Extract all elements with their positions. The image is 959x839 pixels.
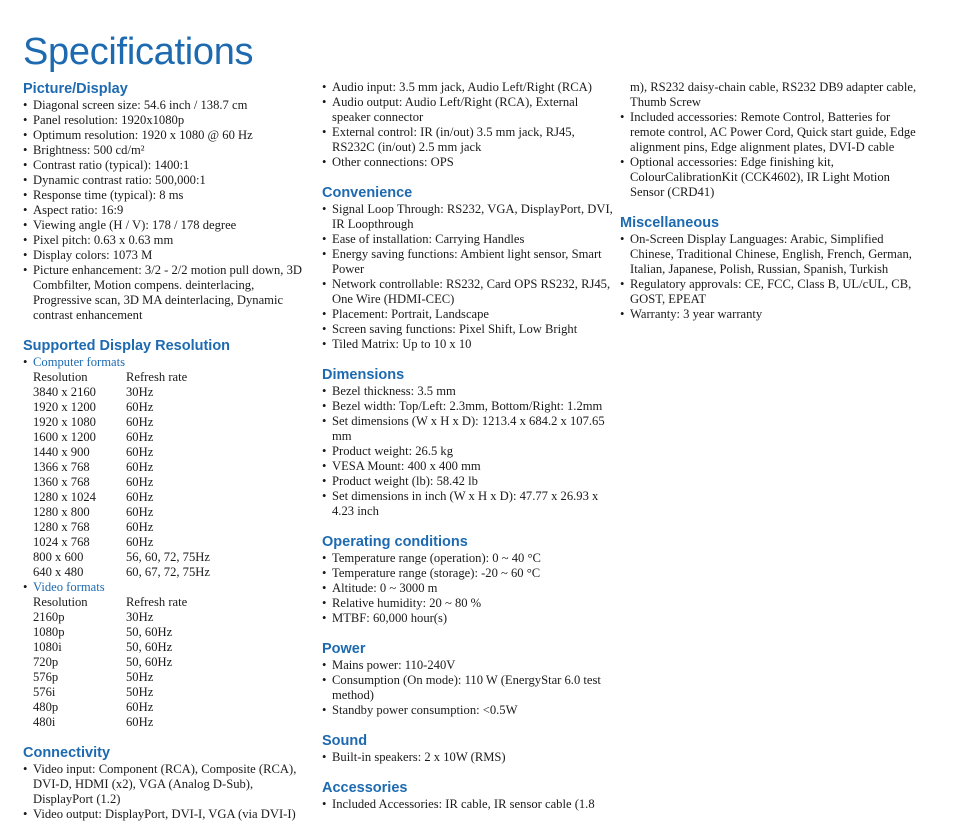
resolution-value: 1080i [33, 640, 62, 654]
spec-item: • Brightness: 500 cd/m² [23, 143, 313, 158]
spec-item: • Relative humidity: 20 ~ 80 % [322, 596, 617, 611]
spec-item: • Audio input: 3.5 mm jack, Audio Left/Right (RCA) [322, 80, 617, 95]
spec-list [23, 98, 313, 323]
section-heading: Power [322, 641, 366, 657]
resolution-value: 3840 x 2160 [33, 385, 96, 399]
spec-list [322, 551, 617, 626]
spec-list [23, 762, 313, 822]
spec-item: • Placement: Portrait, Landscape [322, 307, 617, 322]
refresh-value: 60Hz [126, 415, 154, 429]
resolution-value: 1920 x 1080 [33, 415, 96, 429]
video-formats-table [23, 610, 313, 730]
section-heading: Connectivity [23, 745, 111, 761]
section-sound [322, 732, 617, 765]
spec-item: • Network controllable: RS232, Card OPS RS232, RJ45, One Wire (HDMI-CEC) [322, 277, 617, 307]
resolution-row [23, 700, 313, 715]
section-connectivity [23, 744, 313, 822]
resolution-value: 1920 x 1200 [33, 400, 96, 414]
refresh-value: 60Hz [126, 445, 154, 459]
spec-item: • Picture enhancement: 3/2 - 2/2 motion pull down, 3D Combfilter, Motion compens. deinterlacing, Progressive scan, 3D MA deinterlacing, Dynamic contrast enhancement [23, 263, 313, 323]
section-heading: Picture/Display [23, 81, 128, 97]
resolution-header [23, 370, 313, 385]
computer-formats-label: • Computer formats [23, 355, 313, 370]
resolution-value: 1280 x 768 [33, 520, 90, 534]
refresh-value: 50, 60Hz [126, 640, 173, 654]
refresh-value: 60Hz [126, 700, 154, 714]
spec-item: • Screen saving functions: Pixel Shift, Low Bright [322, 322, 617, 337]
resolution-value: 1600 x 1200 [33, 430, 96, 444]
spec-item: • Set dimensions in inch (W x H x D): 47.77 x 26.93 x 4.23 inch [322, 489, 617, 519]
spec-item: • Standby power consumption: <0.5W [322, 703, 617, 718]
spec-list [620, 232, 920, 322]
spec-item: • Product weight (lb): 58.42 lb [322, 474, 617, 489]
col-resolution: Resolution [33, 370, 88, 384]
spec-item: • Product weight: 26.5 kg [322, 444, 617, 459]
spec-item: • Regulatory approvals: CE, FCC, Class B, UL/cUL, CB, GOST, EPEAT [620, 277, 920, 307]
resolution-row [23, 715, 313, 730]
refresh-value: 60Hz [126, 715, 154, 729]
spec-item: • Aspect ratio: 16:9 [23, 203, 313, 218]
spec-list [322, 658, 617, 718]
refresh-value: 60Hz [126, 535, 154, 549]
refresh-value: 56, 60, 72, 75Hz [126, 550, 210, 564]
resolution-row [23, 490, 313, 505]
resolution-value: 1360 x 768 [33, 475, 90, 489]
spec-list [322, 750, 617, 765]
spec-item: • Pixel pitch: 0.63 x 0.63 mm [23, 233, 313, 248]
spec-item: • Temperature range (storage): -20 ~ 60 °C [322, 566, 617, 581]
section-supported-resolution [23, 337, 313, 730]
spec-item: • Warranty: 3 year warranty [620, 307, 920, 322]
spec-item: • Panel resolution: 1920x1080p [23, 113, 313, 128]
spec-list [322, 202, 617, 352]
resolution-value: 640 x 480 [33, 565, 84, 579]
resolution-row [23, 460, 313, 475]
column-middle [322, 80, 617, 826]
refresh-value: 50Hz [126, 685, 154, 699]
resolution-row [23, 535, 313, 550]
resolution-row [23, 415, 313, 430]
section-heading: Miscellaneous [620, 215, 720, 231]
spec-item: • Tiled Matrix: Up to 10 x 10 [322, 337, 617, 352]
section-dimensions [322, 366, 617, 519]
spec-item: • Energy saving functions: Ambient light sensor, Smart Power [322, 247, 617, 277]
spec-list [322, 797, 617, 812]
resolution-row [23, 520, 313, 535]
resolution-row [23, 610, 313, 625]
section-heading: Dimensions [322, 367, 405, 383]
spec-item: • Temperature range (operation): 0 ~ 40 °C [322, 551, 617, 566]
resolution-header [23, 595, 313, 610]
spec-item: • Mains power: 110-240V [322, 658, 617, 673]
resolution-row [23, 625, 313, 640]
spec-list [322, 384, 617, 519]
spec-item: • Audio output: Audio Left/Right (RCA), External speaker connector [322, 95, 617, 125]
spec-item: • Response time (typical): 8 ms [23, 188, 313, 203]
resolution-row [23, 475, 313, 490]
resolution-value: 2160p [33, 610, 65, 624]
resolution-row [23, 565, 313, 580]
refresh-value: 30Hz [126, 610, 154, 624]
spec-item: • Optimum resolution: 1920 x 1080 @ 60 Hz [23, 128, 313, 143]
section-heading: Supported Display Resolution [23, 338, 231, 354]
resolution-row [23, 550, 313, 565]
resolution-value: 576p [33, 670, 59, 684]
resolution-value: 480p [33, 700, 59, 714]
column-left [23, 80, 313, 836]
section-convenience [322, 184, 617, 352]
resolution-value: 480i [33, 715, 56, 729]
refresh-value: 50, 60Hz [126, 655, 173, 669]
resolution-row [23, 670, 313, 685]
spec-item: • External control: IR (in/out) 3.5 mm jack, RJ45, RS232C (in/out) 2.5 mm jack [322, 125, 617, 155]
column-right [620, 80, 920, 336]
spec-item: • Built-in speakers: 2 x 10W (RMS) [322, 750, 617, 765]
refresh-value: 60Hz [126, 490, 154, 504]
spec-item: • Viewing angle (H / V): 178 / 178 degree [23, 218, 313, 233]
refresh-value: 60Hz [126, 430, 154, 444]
spec-item: • Video output: DisplayPort, DVI-I, VGA (via DVI-I) [23, 807, 313, 822]
video-formats-label: • Video formats [23, 580, 313, 595]
section-power [322, 640, 617, 718]
spec-item: • Bezel thickness: 3.5 mm [322, 384, 617, 399]
spec-item: • Altitude: 0 ~ 3000 m [322, 581, 617, 596]
resolution-value: 720p [33, 655, 59, 669]
resolution-value: 1280 x 800 [33, 505, 90, 519]
refresh-value: 50, 60Hz [126, 625, 173, 639]
section-accessories [322, 779, 617, 812]
refresh-value: 60Hz [126, 460, 154, 474]
section-operating-conditions [322, 533, 617, 626]
spec-item: • Display colors: 1073 M [23, 248, 313, 263]
spec-item: • Included accessories: Remote Control, Batteries for remote control, AC Power Cord, Quick start guide, Edge alignment pins, Edge alignment plates, DVI-D cable [620, 110, 920, 155]
resolution-row [23, 445, 313, 460]
refresh-value: 50Hz [126, 670, 154, 684]
resolution-row [23, 400, 313, 415]
refresh-value: 60Hz [126, 400, 154, 414]
resolution-value: 1080p [33, 625, 65, 639]
resolution-row [23, 385, 313, 400]
spec-item: • On-Screen Display Languages: Arabic, Simplified Chinese, Traditional Chinese, English, French, German, Italian, Japanese, Polish, Russian, Spanish, Turkish [620, 232, 920, 277]
spec-item: • Ease of installation: Carrying Handles [322, 232, 617, 247]
computer-formats-table [23, 385, 313, 580]
col-refresh: Refresh rate [126, 595, 188, 609]
spec-item: • Video input: Component (RCA), Composite (RCA), DVI-D, HDMI (x2), VGA (Analog D-Sub), DisplayPort (1.2) [23, 762, 313, 807]
spec-item: • MTBF: 60,000 hour(s) [322, 611, 617, 626]
page-title: Specifications [23, 31, 254, 74]
accessories-continuation: m), RS232 daisy-chain cable, RS232 DB9 adapter cable, Thumb Screw [630, 80, 917, 109]
section-heading: Operating conditions [322, 534, 468, 550]
refresh-value: 60Hz [126, 520, 154, 534]
spec-item: • Set dimensions (W x H x D): 1213.4 x 684.2 x 107.65 mm [322, 414, 617, 444]
spec-item: • VESA Mount: 400 x 400 mm [322, 459, 617, 474]
section-connectivity-continued [322, 80, 617, 170]
spec-list [322, 80, 617, 170]
section-heading: Convenience [322, 185, 413, 201]
section-accessories-continued [620, 80, 920, 200]
spec-item: • Diagonal screen size: 54.6 inch / 138.7 cm [23, 98, 313, 113]
resolution-row [23, 430, 313, 445]
resolution-row [23, 655, 313, 670]
resolution-value: 1366 x 768 [33, 460, 90, 474]
refresh-value: 30Hz [126, 385, 154, 399]
col-resolution: Resolution [33, 595, 88, 609]
spec-item: • Consumption (On mode): 110 W (EnergyStar 6.0 test method) [322, 673, 617, 703]
spec-item: • Bezel width: Top/Left: 2.3mm, Bottom/Right: 1.2mm [322, 399, 617, 414]
spec-item: • Optional accessories: Edge finishing kit, ColourCalibrationKit (CCK4602), IR Light Motion Sensor (CRD41) [620, 155, 920, 200]
resolution-row [23, 685, 313, 700]
refresh-value: 60Hz [126, 505, 154, 519]
spec-list [620, 110, 920, 200]
spec-item: • Included Accessories: IR cable, IR sensor cable (1.8 [322, 797, 617, 812]
section-picture-display [23, 80, 313, 323]
refresh-value: 60, 67, 72, 75Hz [126, 565, 210, 579]
spec-item: • Contrast ratio (typical): 1400:1 [23, 158, 313, 173]
col-refresh: Refresh rate [126, 370, 188, 384]
spec-item: • Signal Loop Through: RS232, VGA, DisplayPort, DVI, IR Loopthrough [322, 202, 617, 232]
section-heading: Sound [322, 733, 368, 749]
resolution-value: 1024 x 768 [33, 535, 90, 549]
resolution-row [23, 505, 313, 520]
resolution-row [23, 640, 313, 655]
resolution-value: 1280 x 1024 [33, 490, 96, 504]
resolution-value: 800 x 600 [33, 550, 84, 564]
spec-item: • Other connections: OPS [322, 155, 617, 170]
section-miscellaneous [620, 214, 920, 322]
resolution-value: 576i [33, 685, 56, 699]
resolution-value: 1440 x 900 [33, 445, 90, 459]
spec-item: • Dynamic contrast ratio: 500,000:1 [23, 173, 313, 188]
refresh-value: 60Hz [126, 475, 154, 489]
section-heading: Accessories [322, 780, 408, 796]
